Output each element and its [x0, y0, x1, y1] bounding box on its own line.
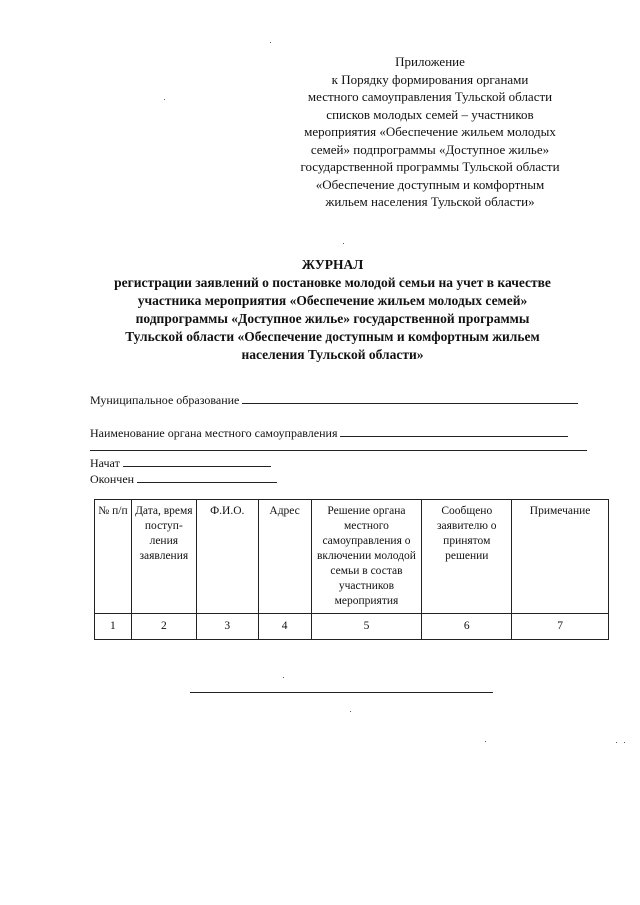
column-number-cell: 2: [131, 614, 196, 640]
title-line: участника мероприятия «Обеспечение жильем молодых семей»: [137, 293, 528, 308]
authority-label: Наименование органа местного самоуправления: [90, 426, 338, 440]
column-number-cell: 4: [258, 614, 311, 640]
column-number-cell: 5: [311, 614, 422, 640]
end-line[interactable]: [137, 472, 277, 483]
end-label: Окончен: [90, 472, 135, 486]
scan-speck: [624, 742, 625, 743]
header-cell: Решение органа местного самоуправления о включении молодой семьи в состав участников мероприятия: [311, 500, 422, 614]
header-cell: Дата, время поступ- ления заявления: [131, 500, 196, 614]
authority-row: [90, 426, 568, 441]
title-line: регистрации заявлений о постановке молодой семьи на учет в качестве: [114, 275, 551, 290]
header-cell: Адрес: [258, 500, 311, 614]
scan-speck: [616, 742, 617, 743]
annex-line: к Порядку формирования органами: [331, 71, 529, 87]
municipality-label: Муниципальное образование: [90, 393, 240, 407]
title-heading: ЖУРНАЛ: [301, 257, 364, 272]
scan-speck: [350, 711, 351, 712]
column-number-cell: 7: [512, 614, 609, 640]
municipality-line[interactable]: [242, 393, 578, 404]
authority-continuation-line[interactable]: [90, 440, 587, 451]
title-line: населения Тульской области»: [241, 347, 424, 362]
document-title: [80, 256, 585, 364]
column-number-cell: 3: [196, 614, 258, 640]
municipality-row: [90, 393, 578, 408]
end-row: [90, 472, 277, 487]
table-row: [95, 614, 609, 640]
annex-line: списков молодых семей – участников: [326, 106, 534, 122]
column-number-cell: 6: [422, 614, 512, 640]
registration-table: [94, 499, 609, 640]
start-row: [90, 456, 271, 471]
annex-line: местного самоуправления Тульской области: [307, 89, 553, 104]
header-cell: № п/п: [95, 500, 132, 614]
annex-line: «Обеспечение доступным и комфортным: [315, 176, 545, 192]
annex-header: [260, 53, 600, 211]
column-number-cell: 1: [95, 614, 132, 640]
title-line: Тульской области «Обеспечение доступным и комфортным жильем: [125, 329, 540, 344]
table-header-row: [95, 500, 609, 614]
start-label: Начат: [90, 456, 120, 470]
closing-line: [190, 692, 493, 693]
authority-line[interactable]: [340, 426, 568, 437]
annex-line: жильем населения Тульской области»: [325, 194, 535, 209]
title-line: подпрограммы «Доступное жилье» государственной программы: [135, 311, 530, 326]
scan-speck: [283, 677, 284, 678]
header-cell: Сообщено заявителю о принятом решении: [422, 500, 512, 614]
scan-speck: [270, 42, 271, 43]
annex-line: мероприятия «Обеспечение жильем молодых: [304, 124, 556, 139]
annex-line: Приложение: [395, 54, 465, 69]
header-cell: Примечание: [512, 500, 609, 614]
annex-line: семей» подпрограммы «Доступное жилье»: [310, 141, 550, 157]
scan-speck: [343, 243, 344, 244]
scan-speck: [164, 99, 165, 100]
header-cell: Ф.И.О.: [196, 500, 258, 614]
annex-line: государственной программы Тульской области: [300, 159, 560, 174]
scan-speck: [485, 741, 486, 742]
start-line[interactable]: [123, 456, 271, 467]
